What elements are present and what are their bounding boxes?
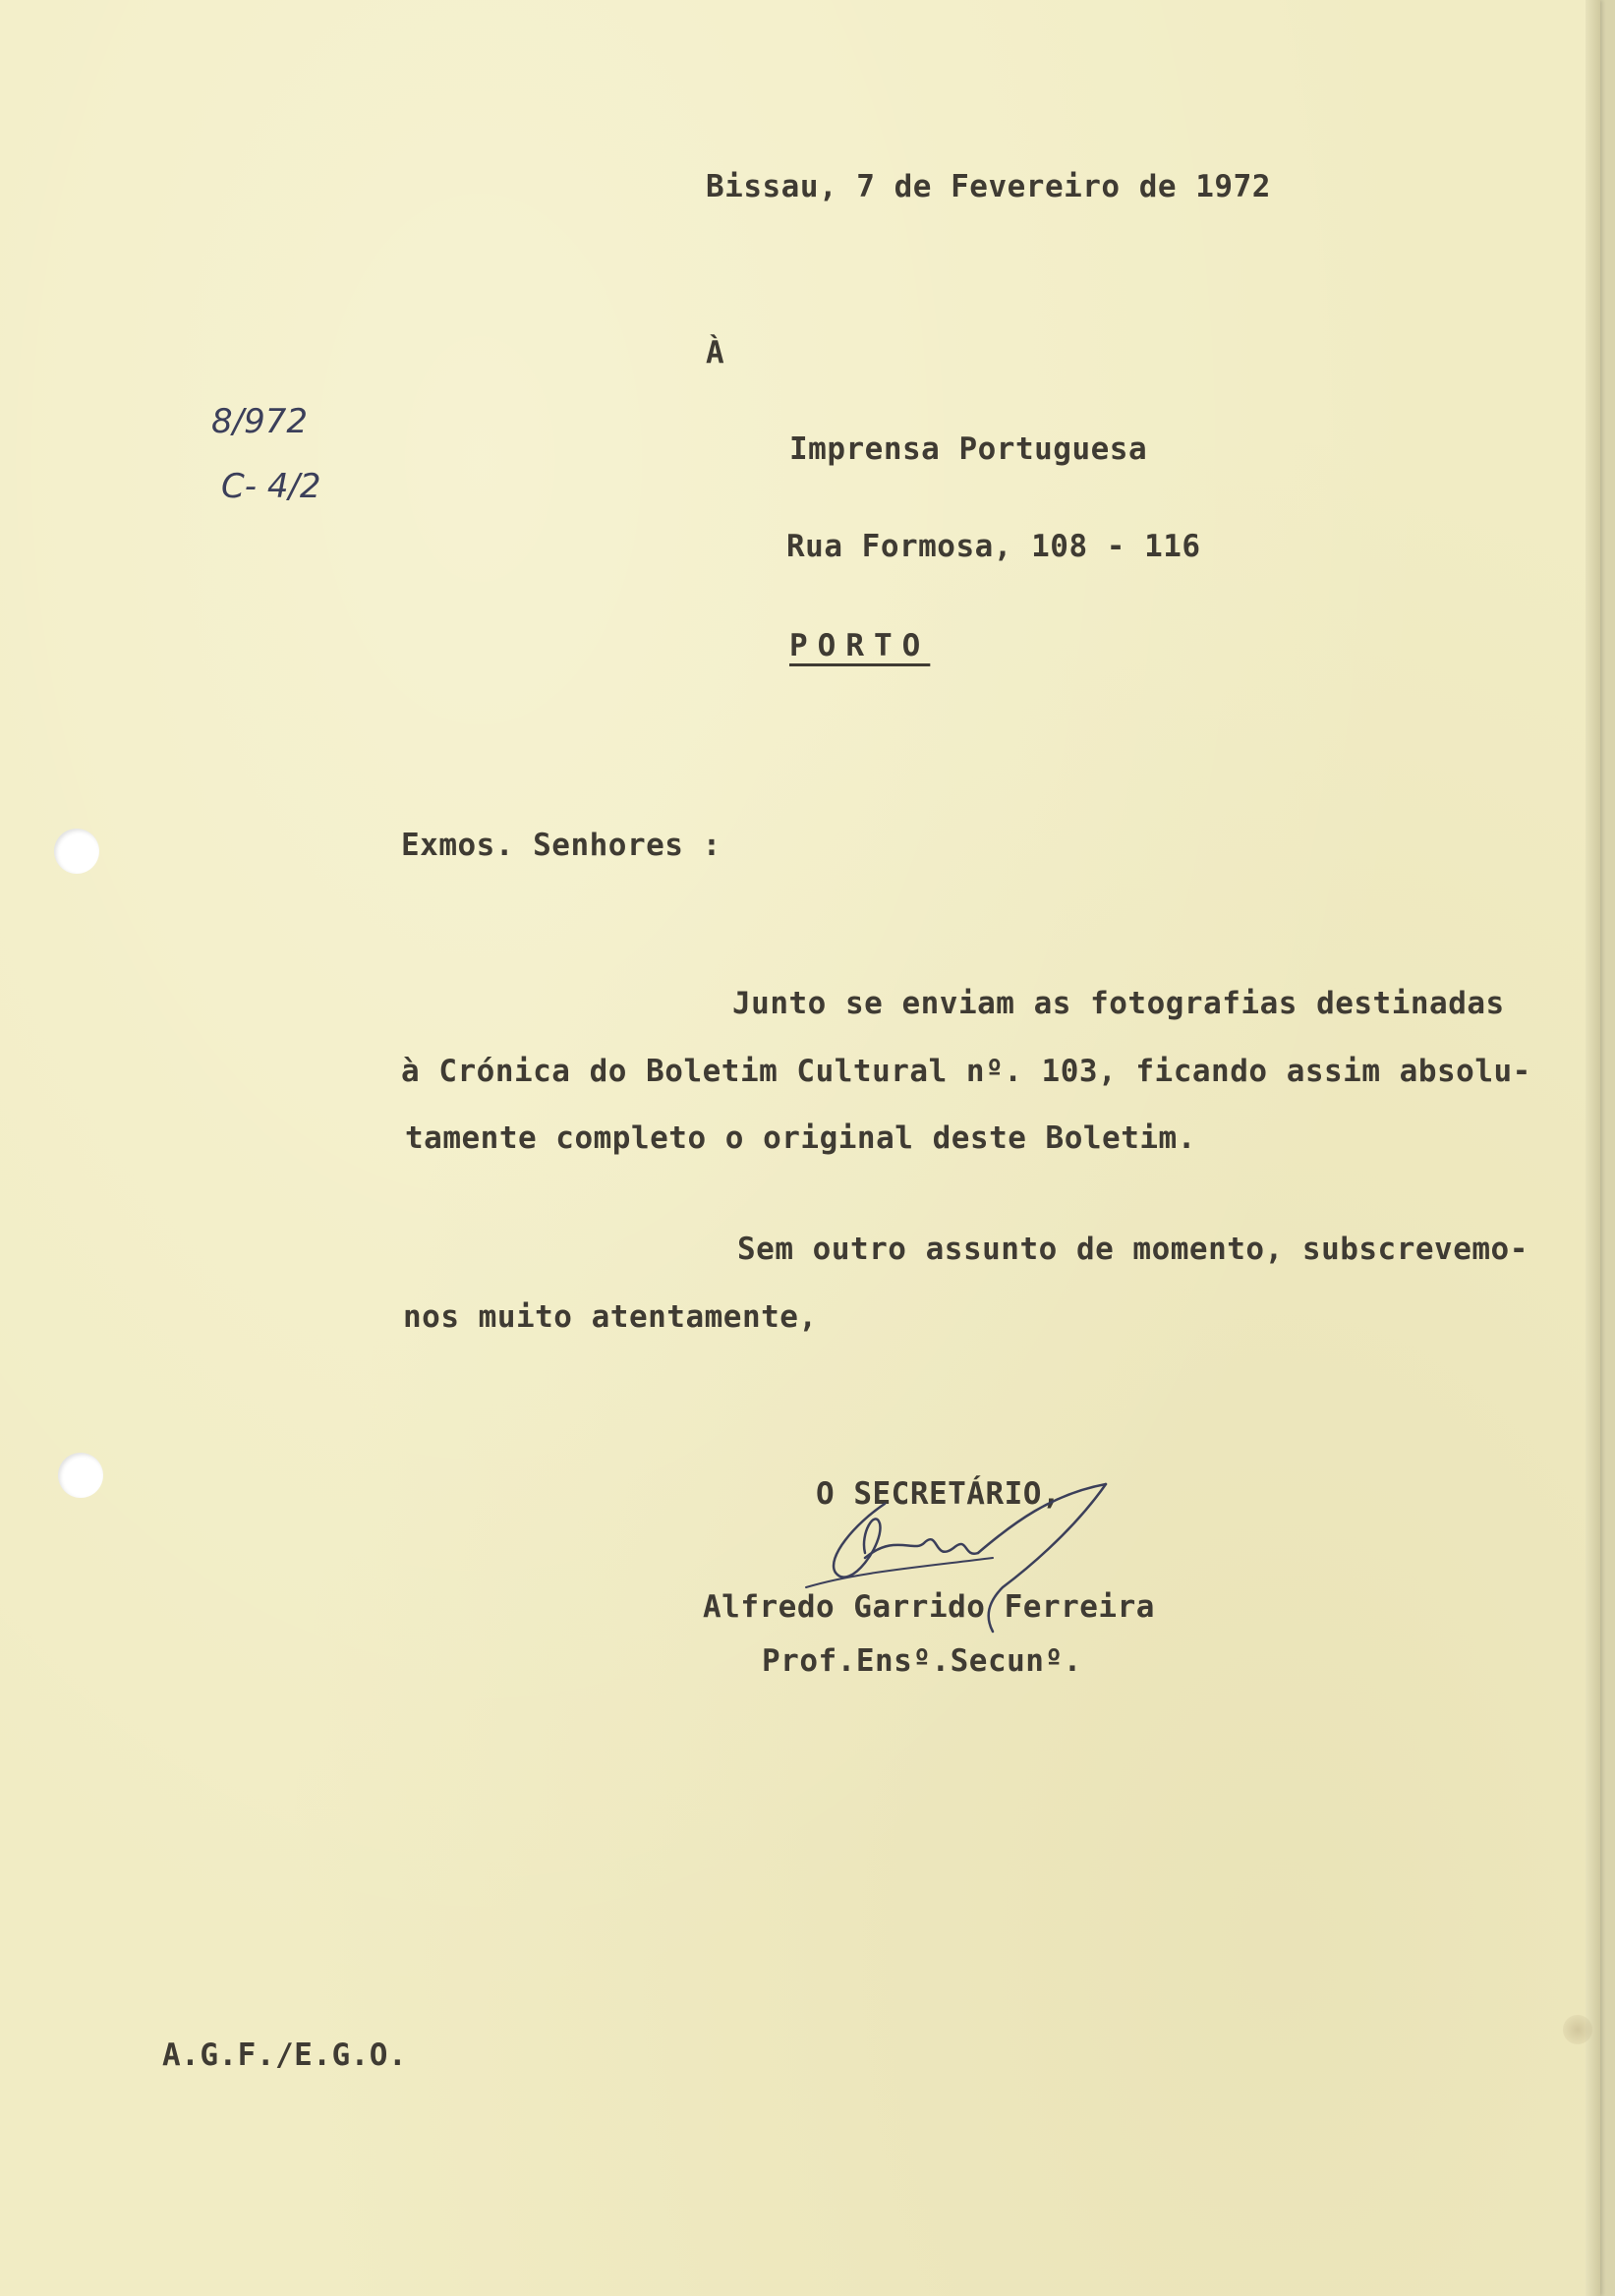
signature-title: O SECRETÁRIO, <box>816 1476 1062 1512</box>
paper-stain <box>1563 2015 1592 2044</box>
body-line-1: Junto se enviam as fotografias destinadas <box>732 986 1505 1021</box>
signatory-name: Alfredo Garrido Ferreira <box>703 1589 1155 1625</box>
body-line-2: à Crónica do Boletim Cultural nº. 103, ficando assim absolu- <box>401 1054 1531 1089</box>
signatory-role: Prof.Ensº.Secunº. <box>762 1643 1082 1679</box>
handwritten-ref-code: C- 4/2 <box>221 467 321 506</box>
handwritten-ref-number: 8/972 <box>211 402 308 441</box>
punch-hole-top <box>54 829 99 874</box>
salutation: Exmos. Senhores : <box>401 828 721 863</box>
punch-hole-bottom <box>58 1453 103 1498</box>
recipient-city: PORTO <box>789 628 931 663</box>
closing-line-2: nos muito atentamente, <box>403 1299 818 1335</box>
recipient-street: Rua Formosa, 108 - 116 <box>786 529 1201 564</box>
body-line-3: tamente completo o original deste Boletim. <box>405 1120 1196 1156</box>
place-date: Bissau, 7 de Fevereiro de 1972 <box>706 169 1271 204</box>
recipient-name: Imprensa Portuguesa <box>789 431 1148 467</box>
recipient-prefix: À <box>706 335 725 371</box>
closing-line-1: Sem outro assunto de momento, subscrevemo- <box>737 1232 1528 1267</box>
reference-initials: A.G.F./E.G.O. <box>162 2038 408 2073</box>
paper-edge <box>1586 0 1600 2296</box>
